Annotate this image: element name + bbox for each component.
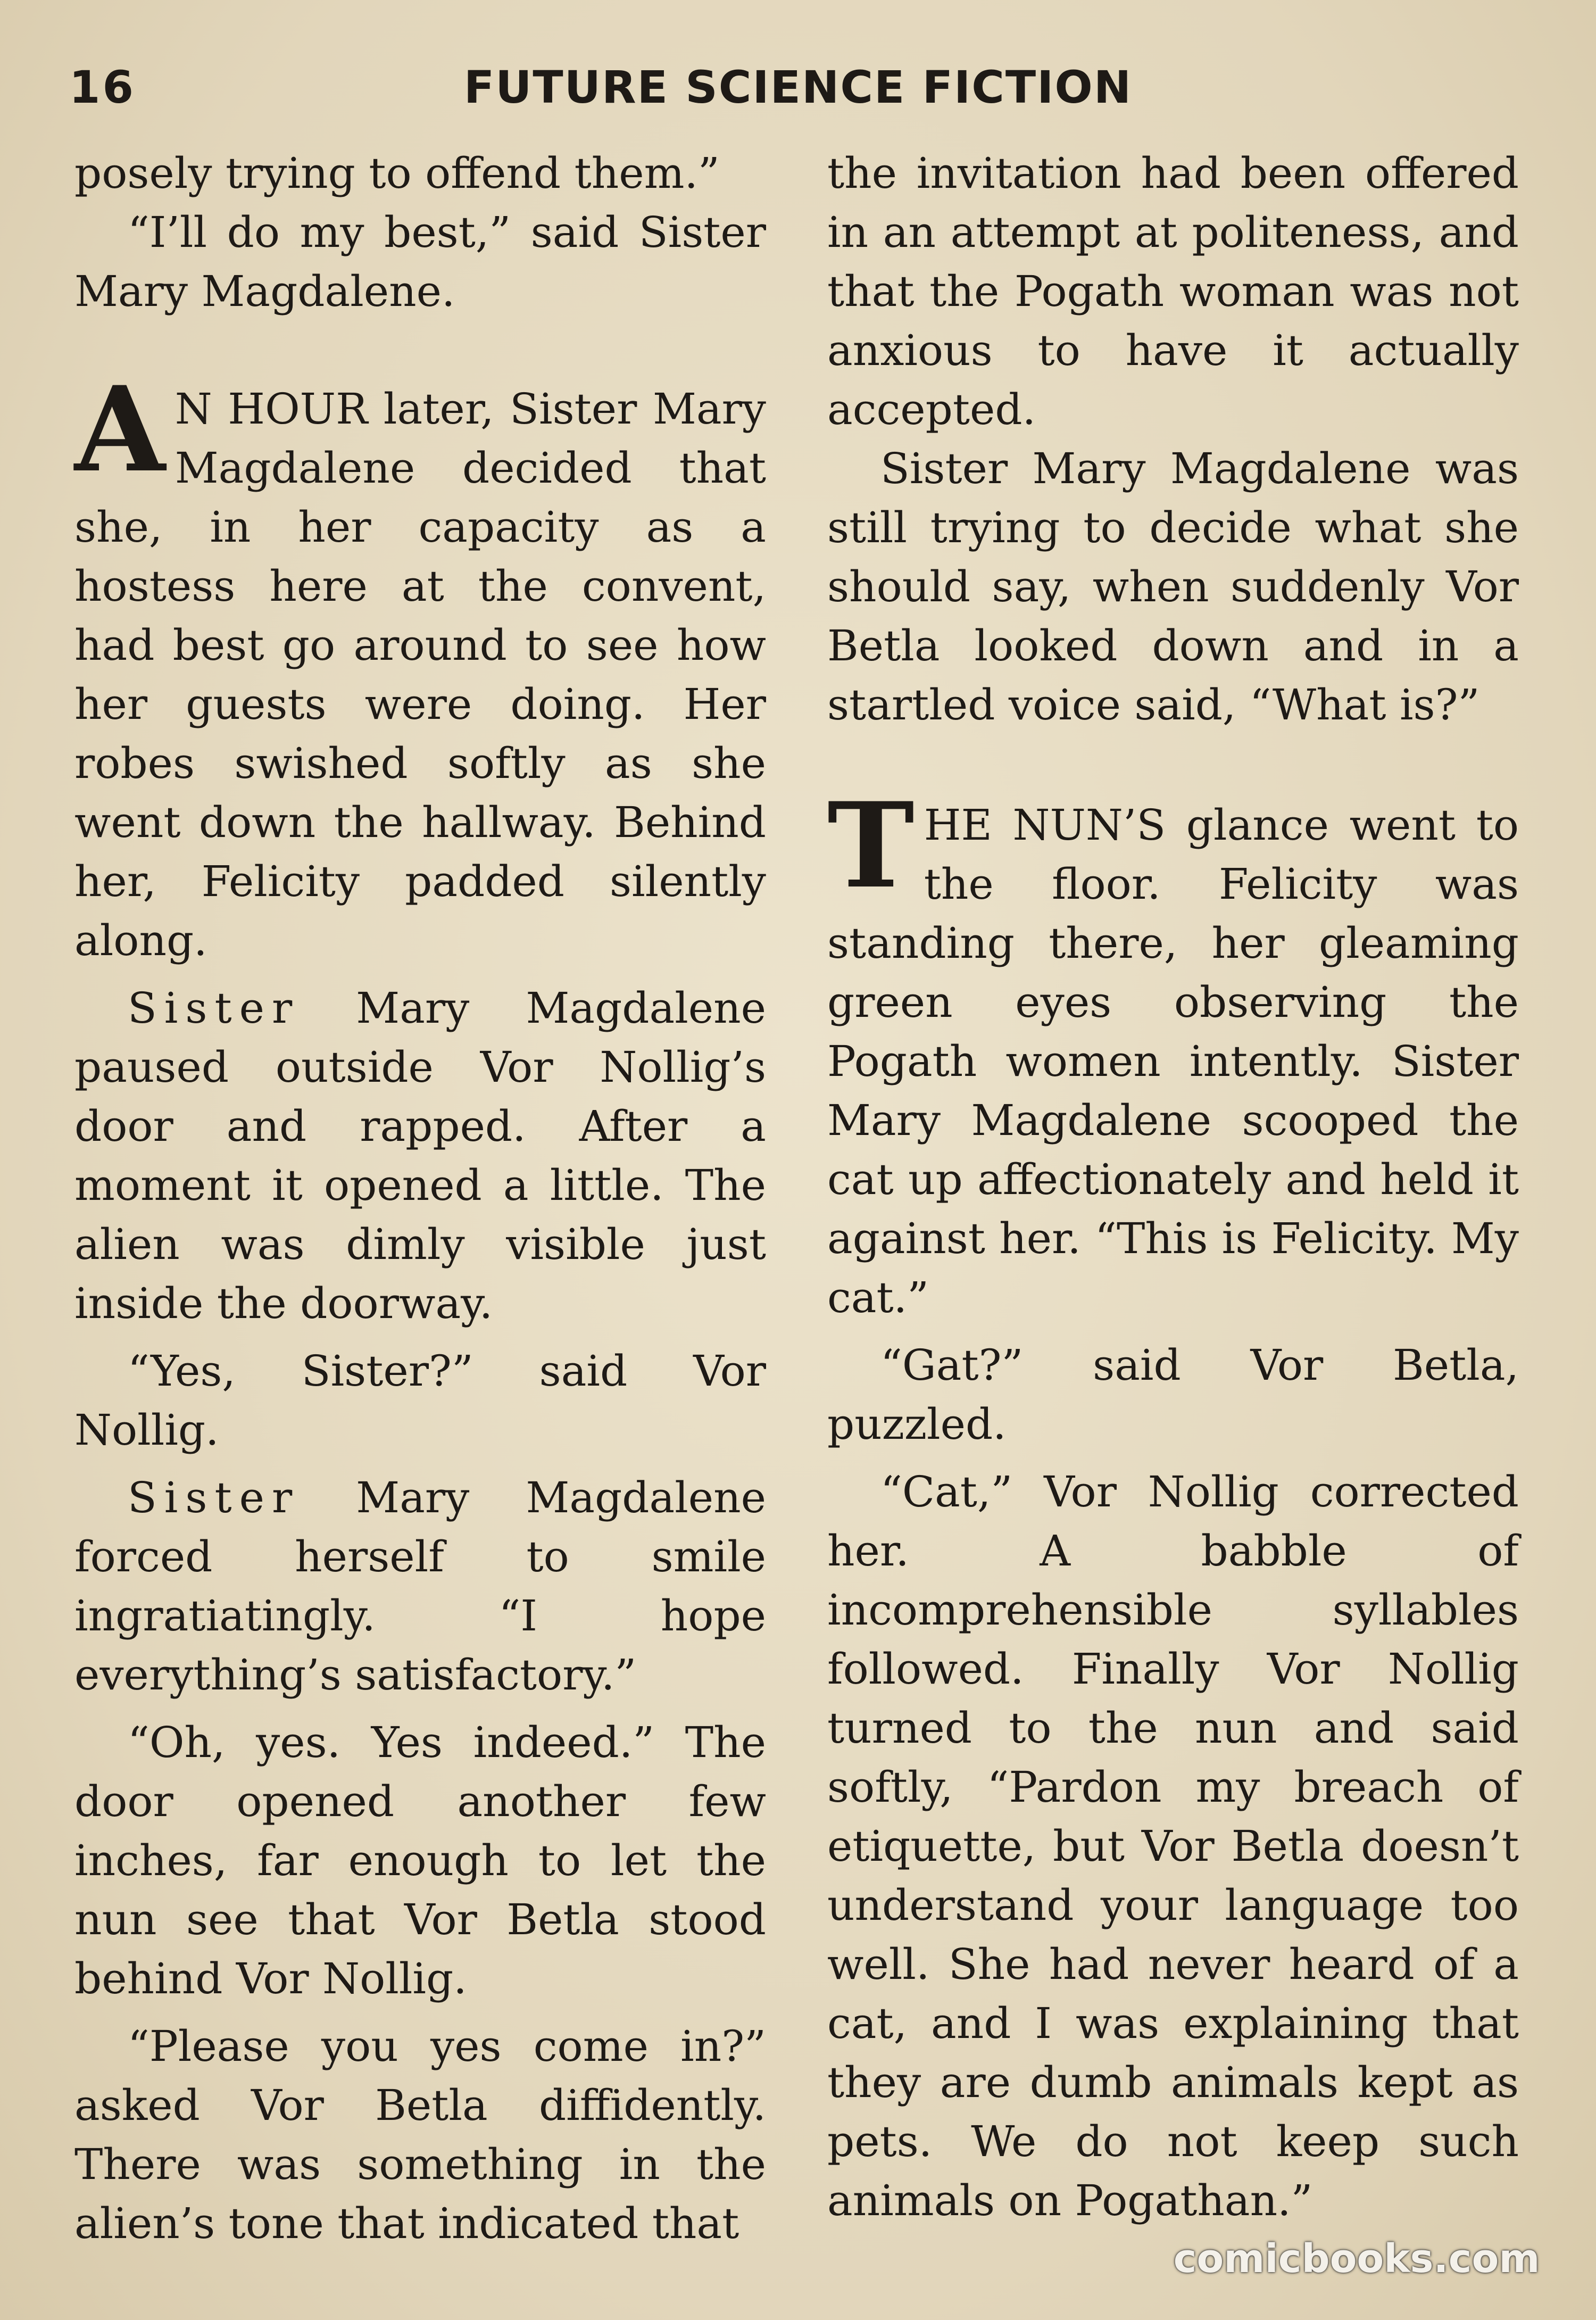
paragraph: “Yes, Sister?” said Vor Nollig. [74, 1346, 766, 1455]
drop-cap: T [827, 776, 915, 914]
section-opening-paragraph [827, 776, 1519, 1327]
paragraph [74, 1468, 766, 1704]
page-number: 16 [69, 61, 136, 113]
paragraph-text: later, Sister Mary Magdalene decided that she, in her capacity as a hostess here at the convent, had best go around to see how her guests were doing. Her robes swished softly as she went down the hallway. Behind her, Felicity padded silently along. [74, 384, 766, 965]
right-column [827, 144, 1519, 2230]
paragraph: “Oh, yes. Yes indeed.” The door opened another few inches, far enough to let the nun see that Vor Betla stood behind Vor Nollig. [74, 1718, 766, 2003]
paragraph: posely trying to offend them.” [74, 148, 720, 198]
running-head: FUTURE SCIENCE FICTION [463, 61, 1133, 113]
paragraph: “Cat,” Vor Nollig corrected her. A babble of incomprehensible syllables followed. Finally Vor Nollig turned to the nun and said softly, “Pardon my breach of etiquette, but Vor Betla doesn’t understand your language too well. She had never heard of a cat, and I was explaining that they are dumb animals kept as pets. We do not keep such animals on Pogathan.” [827, 1467, 1519, 2225]
drop-cap: A [74, 360, 165, 498]
paragraph-text: Mary Magdalene forced herself to smile ingratiatingly. “I hope everything’s satisfactory.” [74, 1473, 766, 1700]
small-caps-lead: HE NUN’S [924, 800, 1166, 850]
paragraph-text: glance went to the floor. Felicity was standing there, her gleaming green eyes observing the Pogath women intently. Sister Mary Magdalene scooped the cat up affectionately and held it against her. “This is Felicity. My cat.” [827, 800, 1519, 1322]
letterspaced-lead: Sister [128, 1473, 300, 1522]
paragraph-text: Mary Magdalene paused outside Vor Nollig’s door and rapped. After a moment it opened a little. The alien was dimly visible just inside the doorway. [74, 983, 766, 1328]
watermark-logo: comicbooks.com [1173, 2236, 1540, 2282]
page-header [69, 56, 1527, 130]
left-column [74, 144, 766, 2253]
letterspaced-lead: Sister [128, 983, 300, 1033]
section-opening-paragraph [74, 360, 766, 970]
small-caps-lead: N HOUR [174, 384, 368, 434]
paragraph: Sister Mary Magdalene was still trying to decide what she should say, when suddenly Vor Betla looked down and in a startled voice said, “What is?” [827, 444, 1519, 730]
paragraph: “I’ll do my best,” said Sister Mary Magdalene. [74, 208, 766, 316]
paragraph: “Please you yes come in?” asked Vor Betla diffidently. There was something in the alien’s tone that indicated that [74, 2021, 766, 2248]
paragraph: “Gat?” said Vor Betla, puzzled. [827, 1340, 1519, 1449]
paragraph [74, 979, 766, 1333]
paragraph: the invitation had been offered in an attempt at politeness, and that the Pogath woman was not anxious to have it actually accepted. [827, 148, 1519, 434]
